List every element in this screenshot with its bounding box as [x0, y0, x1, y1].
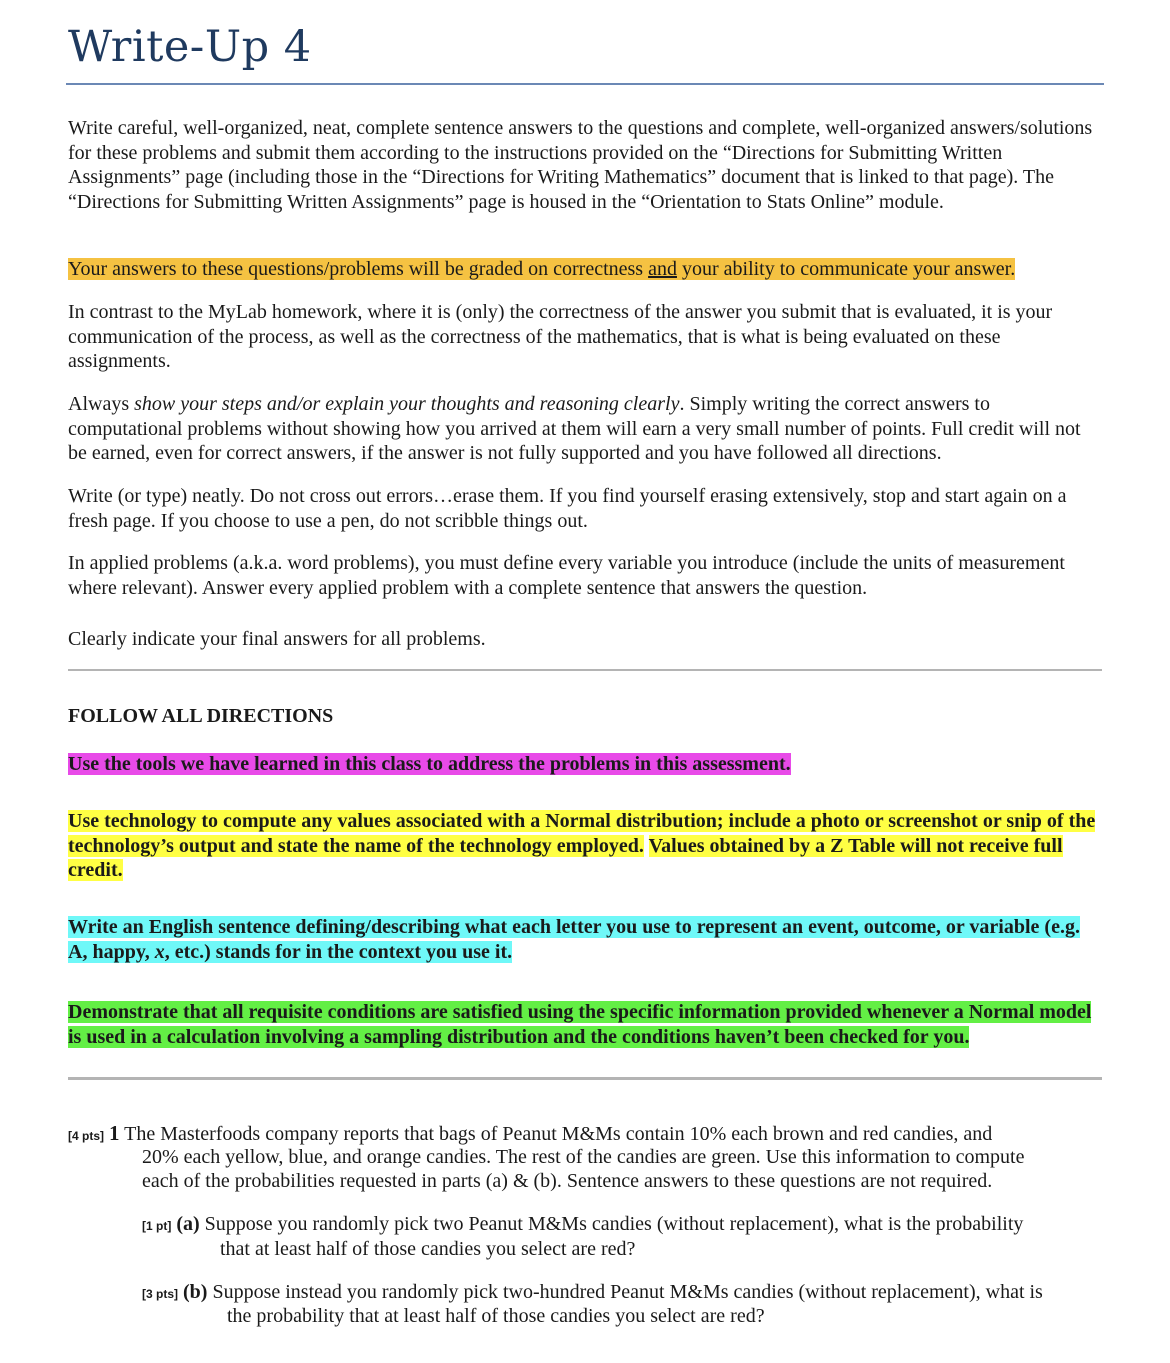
- problem-1-line-1: [4 pts] 1 The Masterfoods company reports that bags of Peanut M&Ms contain 10% each brown and red candies, and: [68, 1121, 993, 1145]
- direction-technology-highlight: Use technology to compute any values associated with a Normal distribution; include a photo or screenshot or snip of the technology’s output and state the name of the technology employed.: [68, 810, 1096, 857]
- show-steps-italic: show your steps and/or explain your thoughts and reasoning clearly: [134, 393, 680, 415]
- section-divider-2: [68, 1077, 1102, 1080]
- problem-1a-line-2: that at least half of those candies you select are red?: [220, 1238, 636, 1260]
- intro-paragraph-3: In contrast to the MyLab homework, where it is (only) the correctness of the answer you submit that is evaluated, it is your communication of the process, as well as the correctness of the mathematics, that is what is being evaluated on these assignments.: [68, 301, 1053, 372]
- intro-paragraph-5: Write (or type) neatly. Do not cross out errors…erase them. If you find yourself erasing extensively, stop and start again on a fresh page. If you choose to use a pen, do not scribble things out.: [68, 485, 1067, 532]
- page-title: Write-Up 4: [68, 22, 312, 72]
- problem-1b-line-2: the probability that at least half of those candies you select are red?: [227, 1305, 765, 1327]
- directions-heading: FOLLOW ALL DIRECTIONS: [68, 705, 334, 727]
- and-underlined: and: [648, 258, 677, 280]
- problem-1-number: 1: [109, 1121, 120, 1145]
- problem-1a-points: [1 pt]: [142, 1219, 172, 1233]
- direction-tools: [68, 752, 1103, 777]
- title-divider: [66, 83, 1104, 85]
- problem-1b-label: (b): [183, 1281, 208, 1303]
- problem-1b-line-1: [3 pts] (b) Suppose instead you randomly pick two-hundred Peanut M&Ms candies (without replacement), what is: [142, 1281, 1043, 1303]
- direction-conditions: [68, 1000, 1103, 1049]
- direction-conditions-highlight: Demonstrate that all requisite conditions are satisfied using the specific information provided whenever a Normal model is used in a calculation involving a sampling distribution and the conditions haven’t been checked for you.: [68, 1001, 1092, 1048]
- grading-highlight: Your answers to these questions/problems will be graded on correctness and your ability to communicate your answer.: [68, 258, 1016, 280]
- problem-1b-points: [3 pts]: [142, 1287, 178, 1301]
- intro-paragraph-1: Write careful, well-organized, neat, complete sentence answers to the questions and complete, well-organized answers/solutions for these problems and submit them according to the instructions provided on the “Directions for Submitting Written Assignments” page (including those in the “Directions for Writing Mathematics” document that is linked to that page). The “Directions for Submitting Written Assignments” page is housed in the “Orientation to Stats Online” module.: [68, 117, 1093, 213]
- direction-tools-highlight: Use the tools we have learned in this class to address the problems in this assessment.: [68, 753, 791, 775]
- direction-ztable-highlight: Values obtained by a Z Table will not receive full credit.: [68, 834, 1063, 881]
- intro-paragraph-grading: [68, 257, 1103, 282]
- problem-1-line-2: 20% each yellow, blue, and orange candies. The rest of the candies are green. Use this information to compute: [142, 1146, 1025, 1168]
- section-divider-1: [68, 669, 1102, 671]
- intro-paragraph-4: Always show your steps and/or explain your thoughts and reasoning clearly. Simply writing the correct answers to computational problems without showing how you arrived at them will earn a very small number of points. Full credit will not be earned, even for correct answers, if the answer is not fully supported and you have followed all directions.: [68, 393, 1081, 464]
- intro-paragraph-7: Clearly indicate your final answers for all problems.: [68, 628, 486, 650]
- direction-define-letters: [68, 915, 1103, 964]
- direction-define-letters-highlight: Write an English sentence defining/describing what each letter you use to represent an event, outcome, or variable (e.g. A, happy, x, etc.) stands for in the context you use it.: [68, 916, 1080, 963]
- problem-1a-line-1: [1 pt] (a) Suppose you randomly pick two Peanut M&Ms candies (without replacement), what is the probability: [142, 1213, 1024, 1235]
- problem-1a-label: (a): [176, 1213, 200, 1235]
- problem-1-line-3: each of the probabilities requested in parts (a) & (b). Sentence answers to these questions are not required.: [142, 1170, 993, 1192]
- direction-technology: [68, 809, 1103, 883]
- intro-paragraph-6: In applied problems (a.k.a. word problems), you must define every variable you introduce (include the units of measurement where relevant). Answer every applied problem with a complete sentence that answers the question.: [68, 552, 1065, 599]
- problem-1-points: [4 pts]: [68, 1129, 104, 1143]
